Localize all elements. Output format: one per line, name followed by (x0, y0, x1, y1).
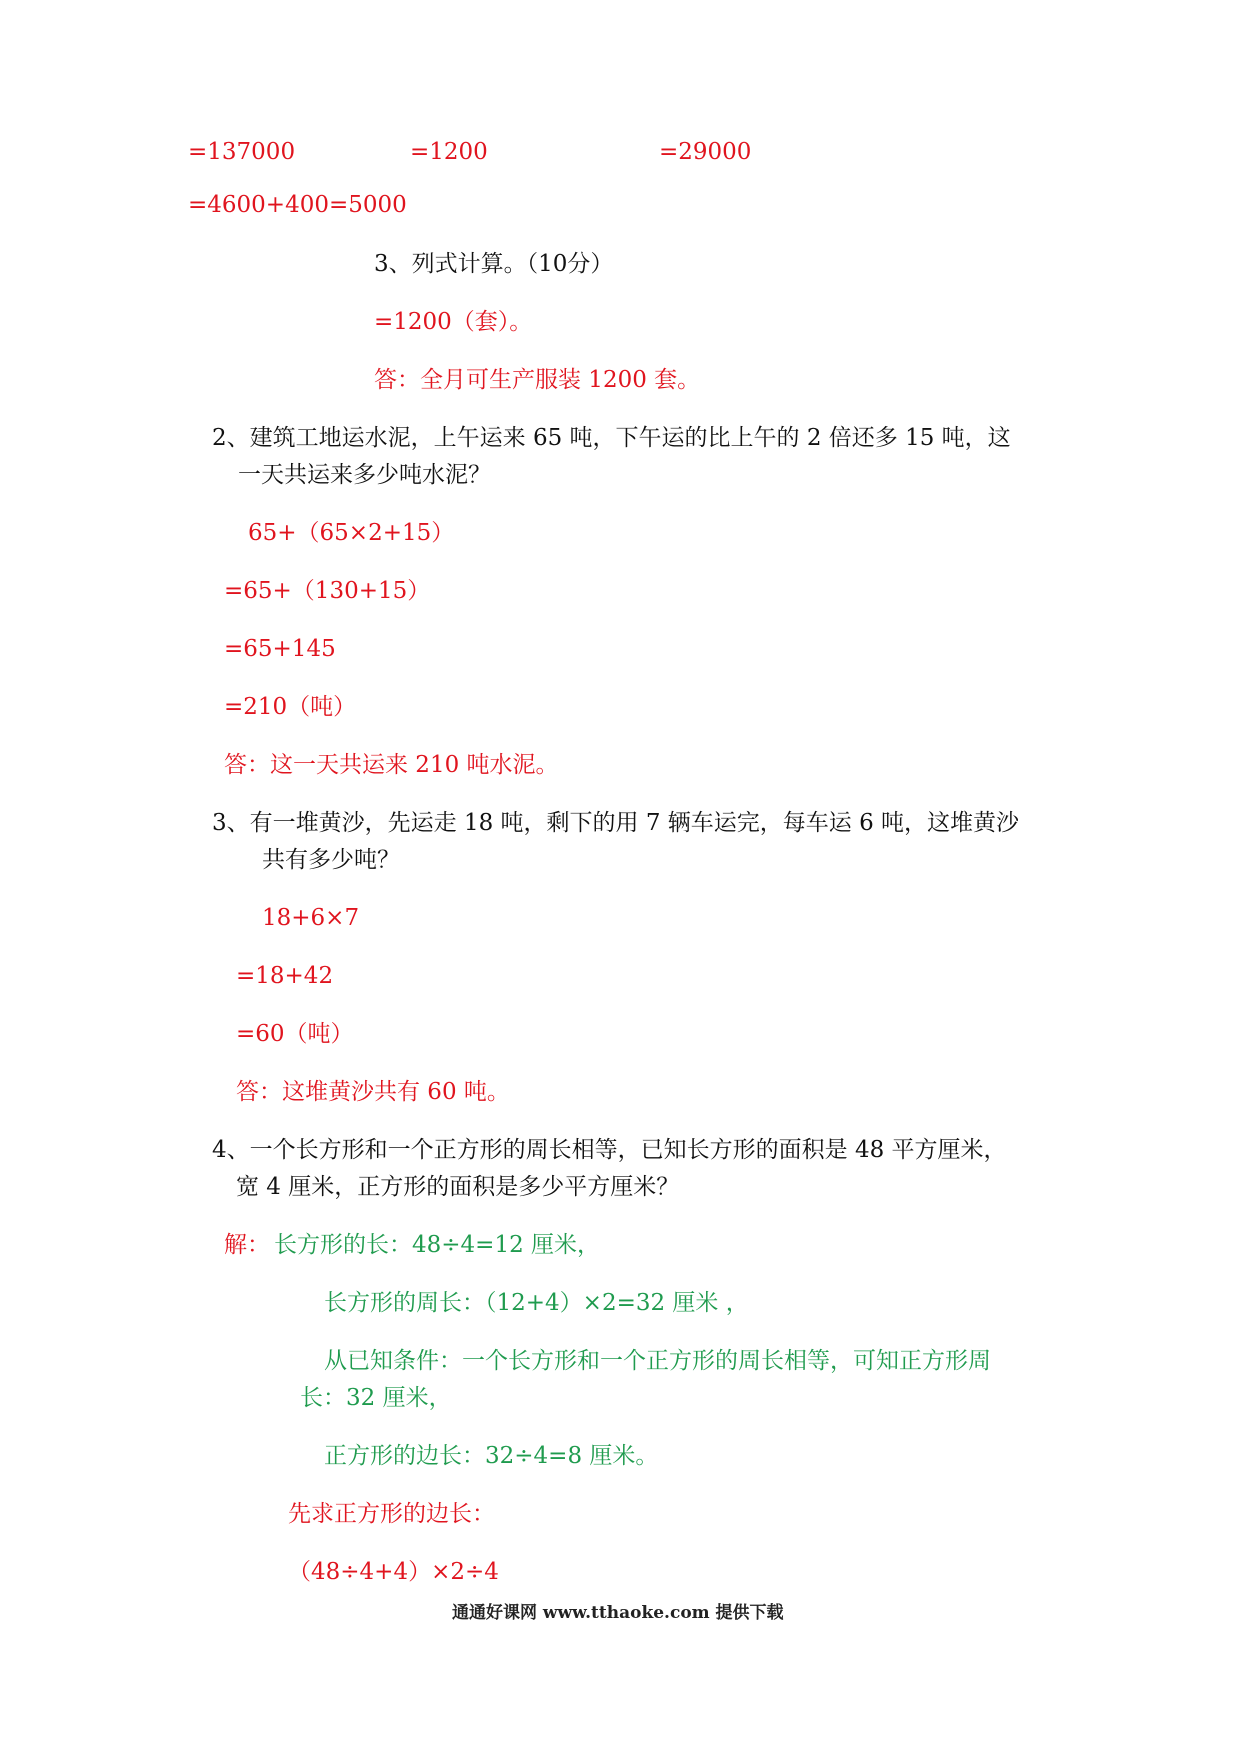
q4-alt-expression: （48÷4+4）×2÷4 (288, 1559, 499, 1585)
question-3-line-2: 共有多少吨？ (262, 847, 400, 873)
q4-solution-1: 长方形的长：48÷4=12 厘米， (274, 1232, 601, 1258)
result-3: =29000 (659, 139, 752, 165)
result-2: =1200 (410, 139, 488, 165)
q4-solution-3: 从已知条件：一个长方形和一个正方形的周长相等，可知正方形周 (324, 1348, 991, 1374)
q3-step-3: =60（吨） (236, 1021, 354, 1047)
question-2-line-2: 一天共运来多少吨水泥？ (238, 462, 491, 488)
question-3-line-1: 3、有一堆黄沙，先运走 18 吨，剩下的用 7 辆车运完，每车运 6 吨，这堆黄沙 (212, 810, 1020, 836)
q4-solution-label: 解： (224, 1232, 270, 1258)
q2-step-1: 65+（65×2+15） (248, 520, 455, 546)
result-4: =4600+400=5000 (188, 192, 407, 218)
q2-step-4: =210（吨） (224, 694, 357, 720)
section3-result: =1200（套）。 (374, 309, 533, 335)
q3-step-2: =18+42 (236, 963, 334, 989)
question-2-line-1: 2、建筑工地运水泥，上午运来 65 吨，下午运的比上午的 2 倍还多 15 吨，这 (212, 425, 1011, 451)
q3-answer: 答：这堆黄沙共有 60 吨。 (236, 1079, 510, 1105)
q4-solution-2: 长方形的周长：（12+4）×2=32 厘米 ， (324, 1290, 749, 1316)
q2-answer: 答：这一天共运来 210 吨水泥。 (224, 752, 559, 778)
question-4-line-2: 宽 4 厘米，正方形的面积是多少平方厘米？ (236, 1174, 680, 1200)
q4-solution-3b: 长：32 厘米， (300, 1385, 452, 1411)
page-footer: 通通好课网 www.tthaoke.com 提供下载 (452, 1603, 784, 1623)
q2-step-2: =65+（130+15） (224, 578, 431, 604)
q4-alt-heading: 先求正方形的边长： (288, 1501, 495, 1527)
section-heading: 3、列式计算。（10分） (374, 251, 614, 277)
question-4-line-1: 4、一个长方形和一个正方形的周长相等，已知长方形的面积是 48 平方厘米， (212, 1137, 1007, 1163)
q2-step-3: =65+145 (224, 636, 336, 662)
q3-step-1: 18+6×7 (262, 905, 360, 931)
section3-answer: 答：全月可生产服装 1200 套。 (374, 367, 701, 393)
result-1: =137000 (188, 139, 296, 165)
q4-solution-4: 正方形的边长：32÷4=8 厘米。 (324, 1443, 659, 1469)
